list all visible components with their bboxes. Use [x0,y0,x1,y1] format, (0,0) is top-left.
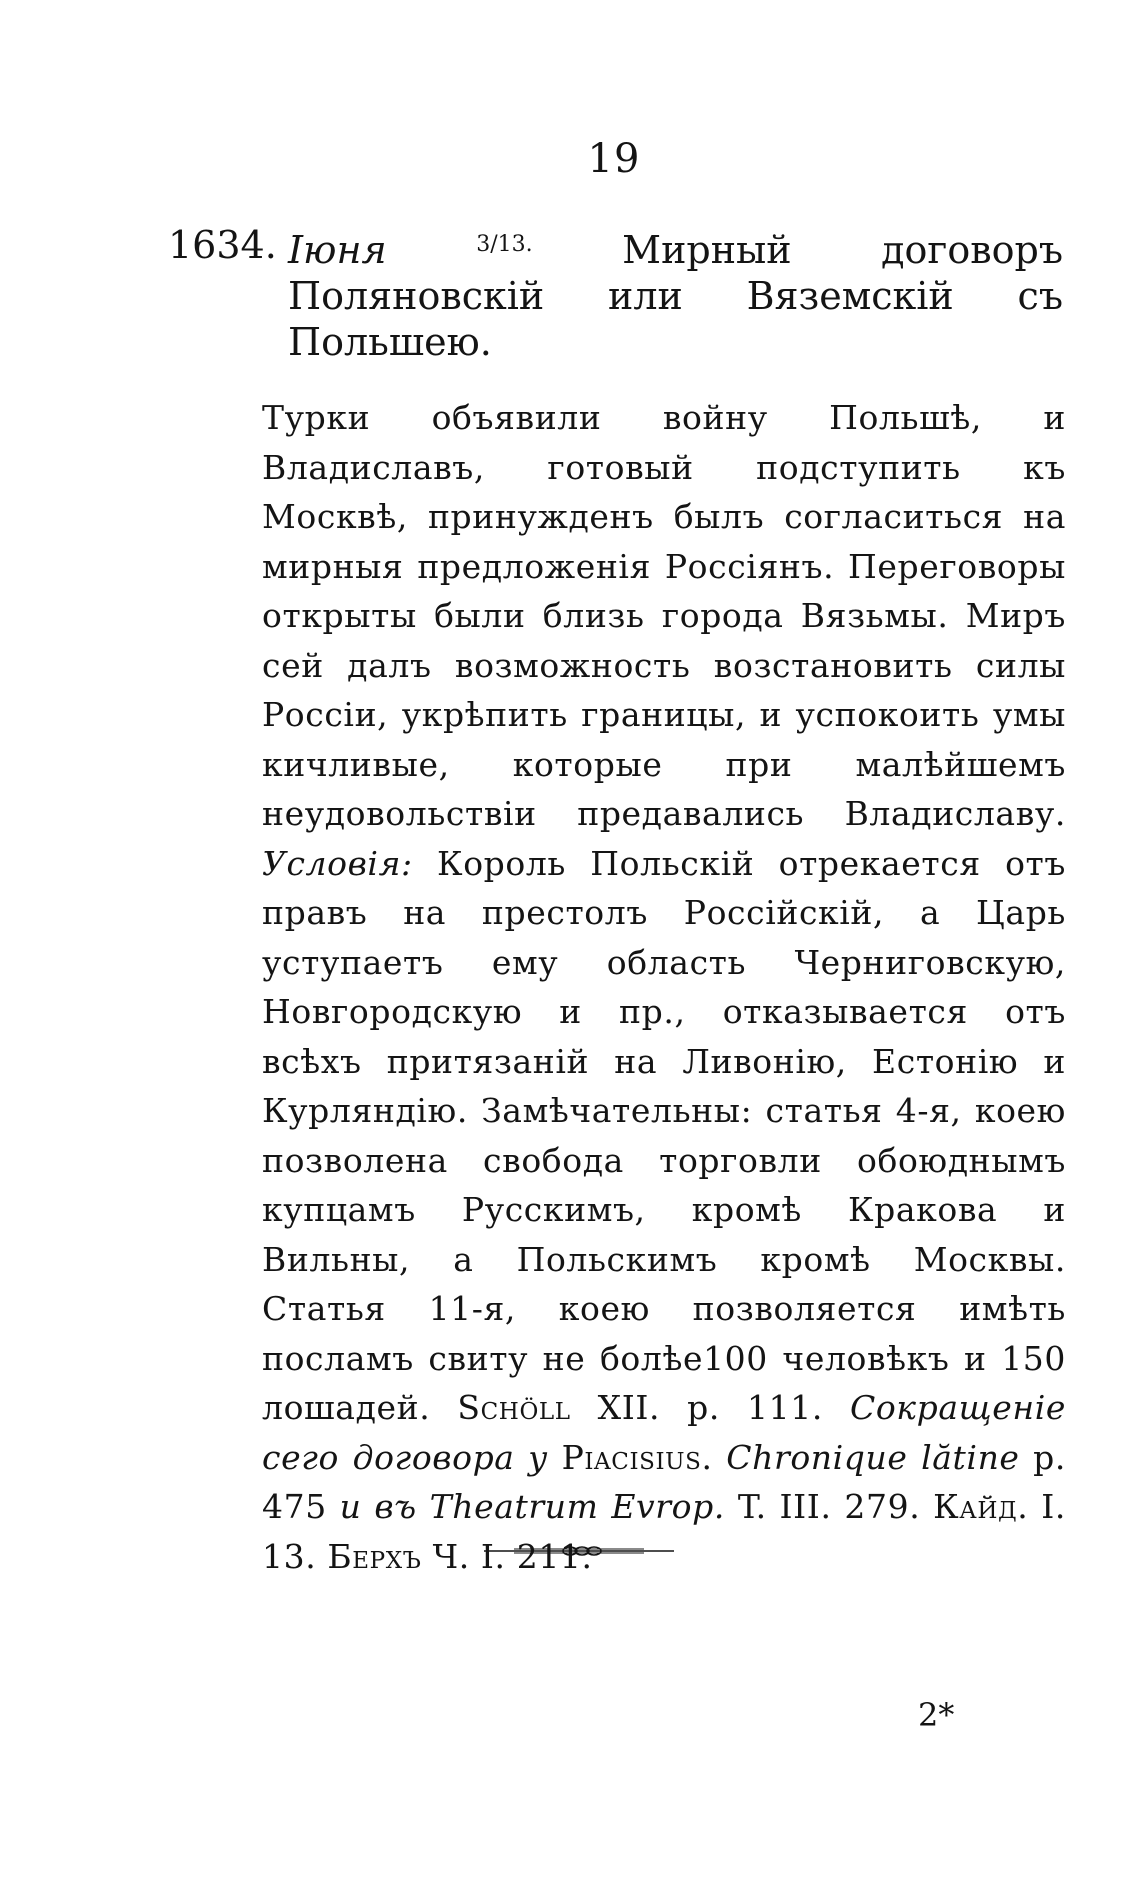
body-text-segment [548,1438,562,1477]
body-text-segment: и въ Theatrum Evrop. [339,1487,725,1526]
entry-heading [168,222,1063,365]
ornamental-rule [484,1544,674,1558]
body-text-segment: p. 475 [262,1437,1066,1526]
body-text-segment: Ч. I. 211. [421,1536,593,1576]
body-text-segment: Chronique lătine [726,1437,1020,1477]
body-text-segment: T. III. 279. [724,1487,934,1526]
body-text-segment: Король Польскій отрекается отъ правъ на престолъ Россійскій, а Царь уступаетъ ему область Черниговскую, Новгородскую и пр., отказывается отъ всѣхъ притязаній на Ливонію, Естонію и Курляндію. Замѣчательны: статья 4-я, коею позволена свобода торговли обоюднымъ купцамъ Русскимъ, кромѣ Кракова и Вильны, а Польскимъ кромѣ Москвы. Статья 11-я, коею позволяется имѣть посламъ свиту не болѣе100 человѣкъ и 150 лошадей. [262,843,1066,1427]
page-number: 19 [587,136,641,182]
entry-body-text [262,393,1066,1581]
body-text-segment: I. 13. [262,1487,1066,1576]
body-text-segment: Кайд. [933,1487,1029,1526]
body-text-segment: Берхъ [327,1536,422,1576]
body-text-segment [713,1438,727,1477]
entry-month: Іюня [288,228,387,272]
body-text-segment: XII. p. 111. [570,1388,850,1427]
body-text-segment: Сокращеніе сего договора у [262,1388,1066,1477]
entry-date-fraction: 3/13. [476,232,533,257]
chronicle-entry [168,222,1066,1581]
entry-year: 1634. [168,223,277,267]
body-text-segment: Schöll [457,1388,571,1427]
body-text-segment: Турки объявили войну Польшѣ, и Владиславъ, готовый подступить къ Москвѣ, принужденъ былъ согласиться на мирныя предложенія Россіянъ. Переговоры открыты были близь города Вязьмы. Миръ сей далъ возможность возстановить силы Россіи, укрѣпить границы, и успокоить умы кичливые, которые при малѣйшемъ неудовольствіи предавались Владиславу. [262,398,1066,833]
signature-mark: 2* [918,1696,955,1734]
body-text-segment: Piacisius. [561,1437,713,1477]
entry-title: Мирный договоръ Поляновскій или Вяземскій съ Польшею. [288,228,1063,364]
body-text-segment: Условія: [262,843,413,883]
